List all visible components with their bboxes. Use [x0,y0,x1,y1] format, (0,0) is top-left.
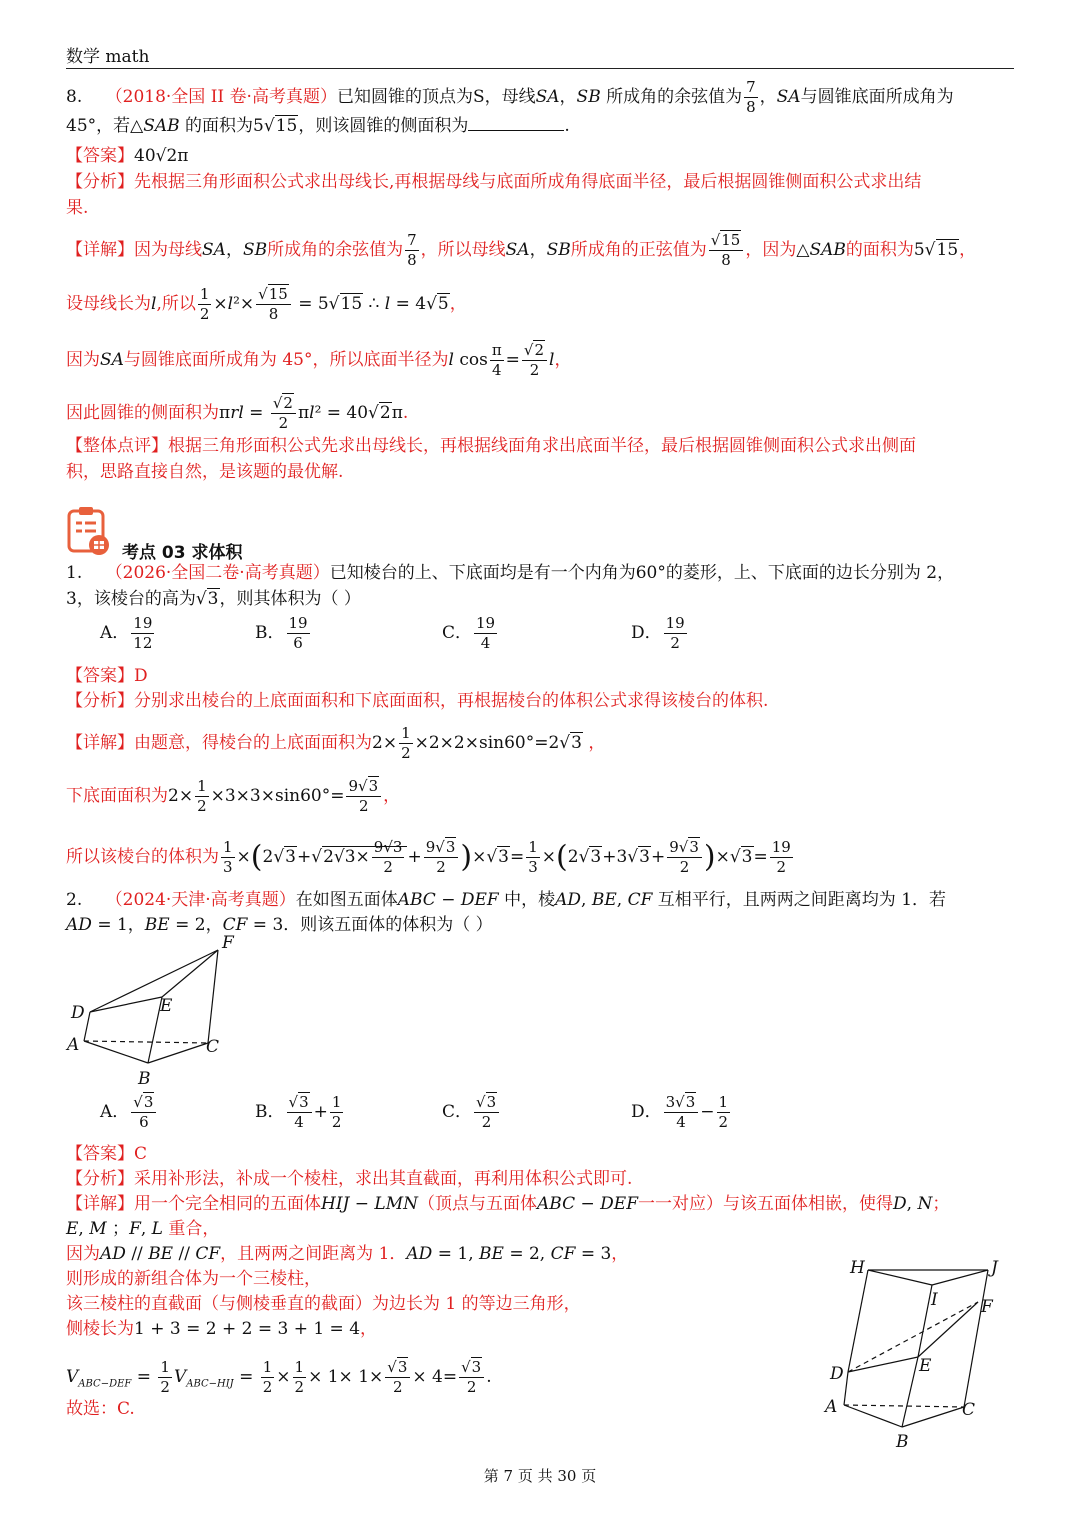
q2-source: （2024·天津·高考真题） [105,890,296,910]
q1-answer-value: D [134,666,148,686]
q8-analysis-2: 果. [66,198,89,218]
q2-answer-value: C [134,1144,148,1164]
clipboard-icon [66,505,112,555]
q8-stem-f: ，则该圆锥的侧面积为 [298,116,469,136]
q8-detail-2: 设母线长为l,所以 $\frac{1}{2}$ ×l²× $\frac{√15}{8}$ = 5√15 ∴ l = 4√5， [66,285,467,323]
q1-option-d[interactable]: D． $\frac{19}{2}$ [631,614,685,652]
label-C: C [206,1037,220,1057]
q2-detail-2: E, M ；F, L 重合， [66,1219,220,1239]
q1-detail-2: 下底面面积为2× $\frac{1}{2}$ ×3×3×sin60°= $\frac{9√3}{2}$ ， [66,777,401,815]
q1-answer: 【答案】D [66,666,148,686]
q2-detail-1: 【详解】用一个完全相同的五面体HIJ − LMN（顶点与五面体ABC − DEF一一对应）与该五面体相嵌，使得D, N； [66,1194,950,1214]
q8-stem-line1: 8. （2018·全国 II 卷·高考真题）已知圆锥的顶点为S，母线SA，SB 所成角的余弦值为 $\frac{7}{8}$ ，SA与圆锥底面所成角为 [66,78,954,116]
q2-option-d[interactable]: D． $\frac{3√3}{4}$ − $\frac{1}{2}$ [631,1093,729,1131]
label-A2: A [825,1397,838,1417]
page-number: 第 7 页 共 30 页 [483,1467,597,1485]
label-H: H [850,1258,865,1278]
q8-stem-line2: 45°，若△SAB 的面积为5√15，则该圆锥的侧面积为 . [66,116,570,136]
q8-comment-2: 积，思路直接自然，是该题的最优解. [66,462,344,482]
pentahedron-figure [62,932,252,1090]
q8-answer-value: 40√2π [134,146,189,166]
q1-detail-1: 【详解】由题意，得棱台的上底面面积为2× $\frac{1}{2}$ ×2×2×sin60°=2√3 ， [66,724,606,762]
q8-detail-4: 因此圆锥的侧面积为πrl = $\frac{√2}{2}$ πl² = 40√2π. [66,394,409,432]
answer-blank [468,116,564,131]
q1-detail-3: 所以该棱台的体积为 $\frac{1}{3}$ ×(2√3+√2√3× $\frac{9√3}{2}$ + $\frac{9√3}{2}$ )×√3= $\frac{1}{3}$ ×(2√3+3√3+ $\frac{9√3}{2}$ )×√3= $\frac{19}{2}$ [66,838,791,876]
header-rule [66,68,1014,69]
label-E2: E [919,1356,932,1376]
q8-number: 8. [66,87,83,107]
q8-stem-d: 45°，若 [66,116,131,136]
q1-stem-line2: 3，该棱台的高为√3，则其体积为（ ） [66,589,361,609]
q2-volume-formula: $V_{ABC-DEF}$ = $\frac{1}{2}$ $V_{ABC-HIJ}$ = $\frac{1}{2}$ × $\frac{1}{2}$ × 1× 1× $\frac{√3}{2}$ × 4= $\frac{√3}{2}$ . [66,1358,492,1396]
q8-detail-1: 【详解】因为母线SA，SB所成角的余弦值为 $\frac{7}{8}$ ，所以母线SA，SB所成角的正弦值为 $\frac{√15}{8}$ ，因为△SAB的面积为5√15， [66,231,977,269]
q2-stem-line1: 2. （2024·天津·高考真题）在如图五面体ABC − DEF 中，棱AD, BE, CF 互相平行，且两两之间距离均为 1．若 [66,890,947,910]
q2-detail-4: 则形成的新组合体为一个三棱柱， [66,1269,321,1289]
q2-detail-3: 因为AD // BE // CF，且两两之间距离为 1．AD = 1, BE = 2, CF = 3， [66,1244,629,1264]
label-C2: C [962,1400,976,1420]
q1-option-b[interactable]: B． $\frac{19}{6}$ [255,614,308,652]
q2-detail-5: 该三棱柱的直截面（与侧棱垂直的截面）为边长为 1 的等边三角形， [66,1294,581,1314]
q2-conclusion: 故选：C. [66,1399,135,1419]
q8-comment-1: 【整体点评】根据三角形面积公式先求出母线长，再根据线面角求出底面半径，最后根据圆锥侧面积公式求出侧面 [66,436,916,456]
q1-stem-line1: 1. （2026·全国二卷·高考真题）已知棱台的上、下底面均是有一个内角为60°的菱形，上、下底面的边长分别为 2， [66,563,955,583]
q8-detail-3: 因为SA与圆锥底面所成角为 45°，所以底面半径为l cos $\frac{\pi}{4}$ = $\frac{√2}{2}$ l， [66,341,572,379]
q2-detail-6: 侧棱长为1 + 3 = 2 + 2 = 3 + 1 = 4， [66,1319,378,1339]
label-I: I [931,1290,938,1310]
label-J: J [991,1258,998,1278]
q8-analysis-1: 【分析】先根据三角形面积公式求出母线长,再根据母线与底面所成角得底面半径，最后根据圆锥侧面积公式求出结 [66,172,922,192]
q2-option-b[interactable]: B． $\frac{√3}{4}$ + $\frac{1}{2}$ [255,1093,342,1131]
q1-source: （2026·全国二卷·高考真题） [105,563,330,583]
label-F: F [222,933,234,953]
label-A: A [67,1035,80,1055]
label-B: B [138,1069,151,1089]
section-title: 考点 03 求体积 [122,543,243,563]
q1-analysis: 【分析】分别求出棱台的上底面面积和下底面面积，再根据棱台的体积公式求得该棱台的体积. [66,691,769,711]
label-E: E [160,996,173,1016]
q8-source: （2018·全国 II 卷·高考真题） [105,87,337,107]
prism-figure [818,1250,1028,1460]
header-subject: 数学 math [66,47,150,67]
q8-answer: 【答案】40√2π [66,146,189,166]
q8-stem-a: 已知圆锥的顶点为S，母线 [336,87,536,107]
label-D2: D [830,1364,844,1384]
q1-option-a[interactable]: A． $\frac{19}{12}$ [100,614,153,652]
q2-option-a[interactable]: A． $\frac{√3}{6}$ [100,1095,158,1130]
label-F2: F [981,1297,993,1317]
q2-stem-line2: AD = 1，BE = 2，CF = 3．则该五面体的体积为（ ） [66,915,493,935]
label-D: D [71,1003,85,1023]
q2-option-c[interactable]: C． $\frac{√3}{2}$ [442,1095,501,1130]
label-B2: B [896,1432,909,1452]
q2-analysis: 【分析】采用补形法，补成一个棱柱，求出其直截面，再利用体积公式即可. [66,1169,633,1189]
q8-stem-e: 的面积为 [185,116,254,136]
q2-answer: 【答案】C [66,1144,148,1164]
q1-option-c[interactable]: C． $\frac{19}{4}$ [442,614,496,652]
q8-stem-c: 与圆锥底面所成角为 [800,87,954,107]
q8-stem-b: 所成角的余弦值为 [606,87,743,107]
